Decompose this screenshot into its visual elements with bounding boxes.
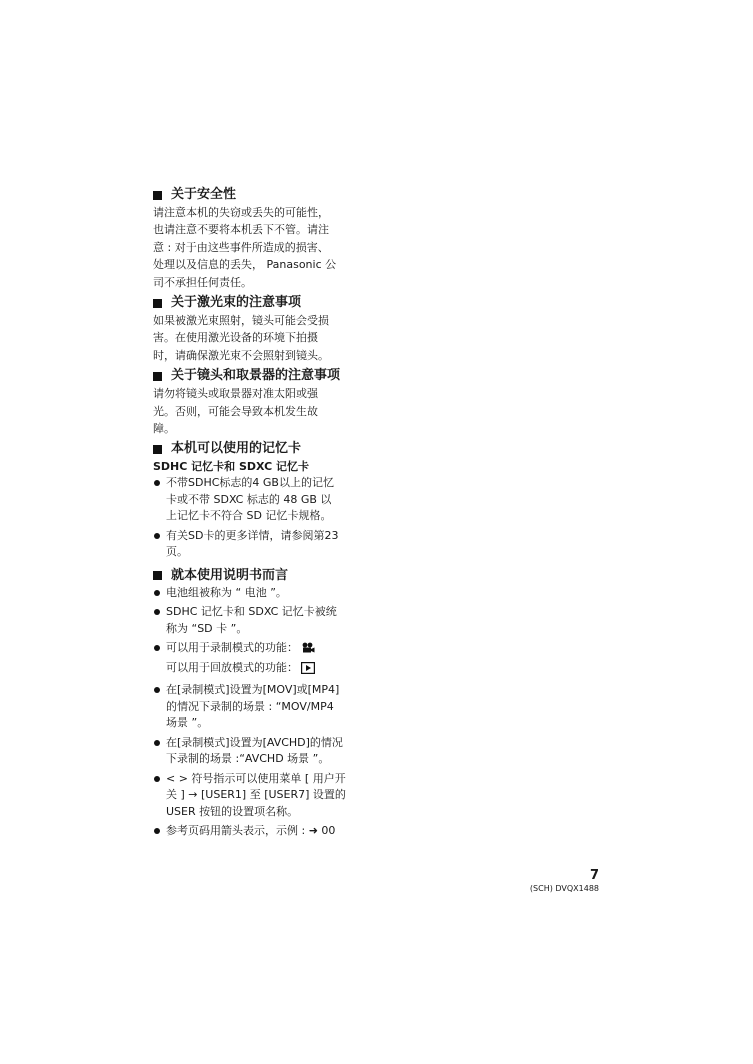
section-manual-conventions — [153, 567, 375, 840]
list-item: 不带SDHC标志的4 GB以上的记忆 卡或不带 SDXC 标志的 48 GB 以 上记忆卡不符合 SD 记忆卡规格。 — [153, 475, 375, 525]
section-subheading: SDHC 记忆卡和 SDXC 记忆卡 — [153, 460, 310, 474]
list-item: 在[录制模式]设置为[MOV]或[MP4] 的情况下录制的场景 : “MOV/MP4 场景 ”。 — [153, 682, 375, 732]
bullet-list — [153, 585, 375, 840]
bullet-dot-icon — [154, 740, 160, 746]
bullet-list — [153, 475, 375, 561]
section-laser — [153, 294, 375, 364]
bullet-dot-icon — [154, 828, 160, 834]
section-heading: 本机可以使用的记忆卡 — [153, 440, 375, 458]
section-heading: 关于激光束的注意事项 — [153, 294, 375, 312]
list-item: 参考页码用箭头表示，示例 : ➜ 00 — [153, 823, 375, 840]
list-item: 有关SD卡的更多详情，请参阅第23 页。 — [153, 528, 375, 561]
section-heading: 关于镜头和取景器的注意事项 — [153, 367, 375, 385]
bullet-dot-icon — [154, 776, 160, 782]
bullet-dot-icon — [154, 533, 160, 539]
bullet-dot-icon — [154, 687, 160, 693]
section-heading: 关于安全性 — [153, 186, 375, 204]
bullet-dot-icon — [154, 480, 160, 486]
section-safety — [153, 186, 375, 291]
section-heading: 就本使用说明书而言 — [153, 567, 375, 585]
movie-camera-icon — [301, 642, 315, 660]
bullet-dot-icon — [154, 609, 160, 615]
square-bullet-icon — [153, 191, 162, 200]
playback-icon — [301, 662, 315, 680]
list-item: 在[录制模式]设置为[AVCHD]的情况 下录制的场景 :“AVCHD 场景 ”。 — [153, 735, 375, 768]
section-memory-cards — [153, 440, 375, 561]
square-bullet-icon — [153, 571, 162, 580]
list-item: SDHC 记忆卡和 SDXC 记忆卡被统 称为 “SD 卡 ”。 — [153, 604, 375, 637]
section-paragraph: 请勿将镜头或取景器对准太阳或强 光。否则，可能会导致本机发生故 障。 — [153, 387, 318, 436]
square-bullet-icon — [153, 372, 162, 381]
list-item: < > 符号指示可以使用菜单 [ 用户开 关 ] → [USER1] 至 [USER7] 设置的 USER 按钮的设置项名称。 — [153, 771, 375, 821]
page-number: 7 — [589, 868, 599, 883]
bullet-dot-icon — [154, 645, 160, 651]
content-column — [153, 186, 375, 843]
square-bullet-icon — [153, 299, 162, 308]
section-paragraph: 如果被激光束照射，镜头可能会受损 害。在使用激光设备的环境下拍摄 时，请确保激光束不会照射到镜头。 — [153, 314, 329, 362]
square-bullet-icon — [153, 445, 162, 454]
section-paragraph: 请注意本机的失窃或丢失的可能性， 也请注意不要将本机丢下不管。请注 意 : 对于由这些事件所造成的损害、 处理以及信息的丢失， Panasonic 公 司不承担任何责任。 — [153, 206, 337, 289]
bullet-dot-icon — [154, 590, 160, 596]
list-item: 电池组被称为 “ 电池 ”。 — [153, 585, 375, 602]
section-lens — [153, 367, 375, 437]
document-id: (SCH) DVQX1488 — [529, 884, 599, 893]
list-item: 可以用于录制模式的功能： 可以用于回放模式的功能： — [153, 640, 375, 679]
